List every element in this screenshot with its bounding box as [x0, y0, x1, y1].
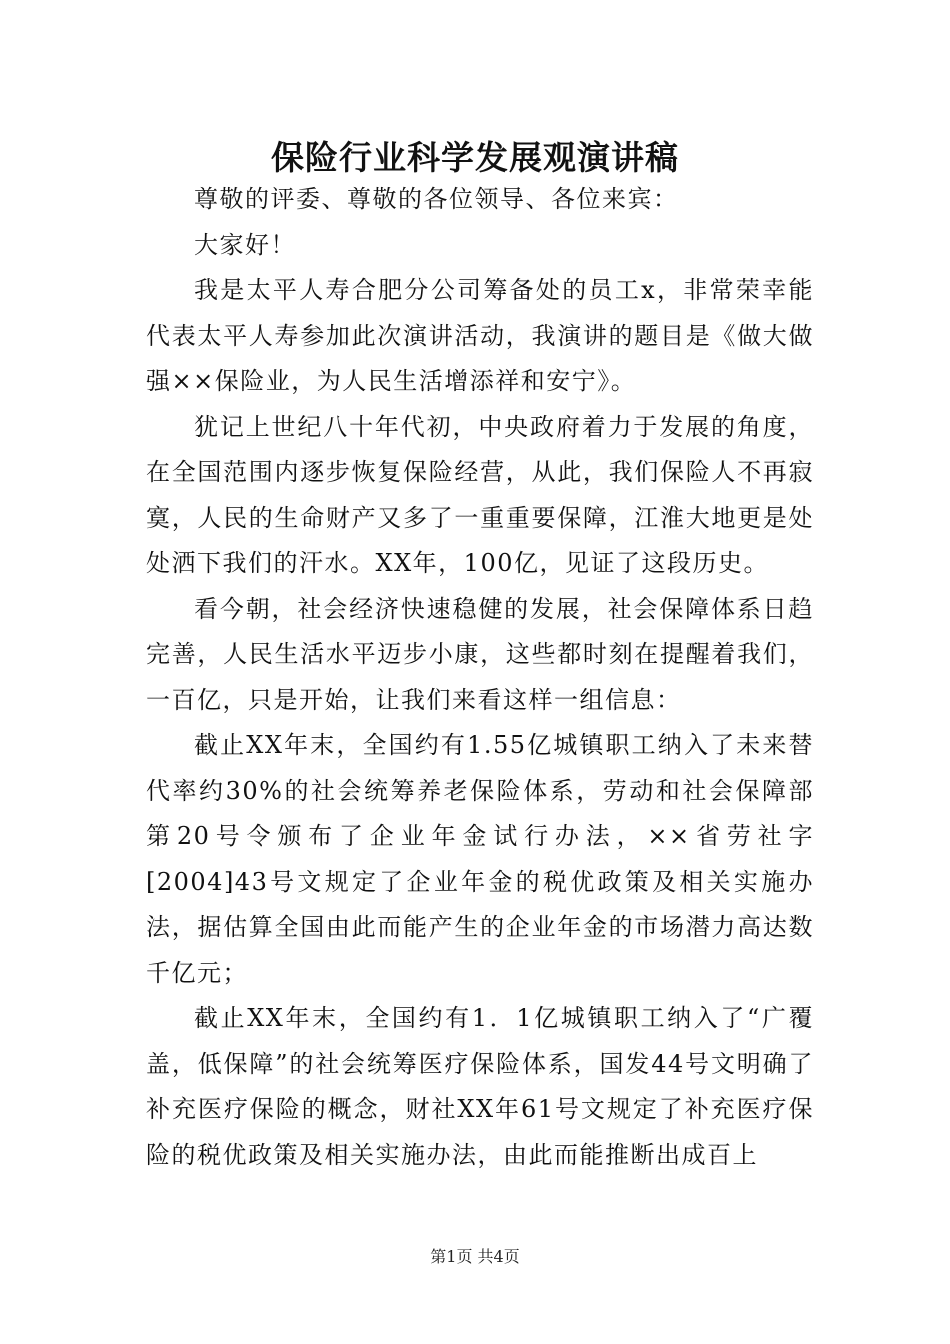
paragraph-greeting: 大家好！: [194, 230, 296, 259]
paragraph-today: 看今朝，社会经济快速稳健的发展，社会保障体系日趋完善，人民生活水平迈步小康，这些都时刻在提醒着我们，一百亿，只是开始，让我们来看这样一组信息：: [146, 594, 814, 714]
paragraph-salutation: 尊敬的评委、尊敬的各位领导、各位来宾：: [194, 185, 679, 213]
paragraph-introduction: 我是太平人寿合肥分公司筹备处的员工x，非常荣幸能代表太平人寿参加此次演讲活动，我演讲的题目是《做大做强××保险业，为人民生活增添祥和安宁》。: [146, 276, 814, 395]
paragraph-history: 犹记上世纪八十年代初，中央政府着力于发展的角度，在全国范围内逐步恢复保险经营，从此，我们保险人不再寂寞，人民的生命财产又多了一重重要保障，江淮大地更是处处洒下我们的汗水。XX年，100亿，见证了这段历史。: [146, 412, 814, 577]
paragraph-pension-info: 截止XX年末，全国约有1.55亿城镇职工纳入了未来替代率约30%的社会统筹养老保险体系，劳动和社会保障部第20号令颁布了企业年金试行办法，××省劳社字[2004]43号文规定了企业年金的税优政策及相关实施办法，据估算全国由此而能产生的企业年金的市场潜力高达数千亿元；: [146, 731, 814, 987]
document-title: 保险行业科学发展观演讲稿: [271, 138, 679, 177]
paragraph-medical-info: 截止XX年末，全国约有1．1亿城镇职工纳入了“广覆盖，低保障”的社会统筹医疗保险体系，国发44号文明确了补充医疗保险的概念，财社XX年61号文规定了补充医疗保险的税优政策及相关实施办法，由此而能推断出成百上: [146, 1004, 814, 1169]
document-body: [146, 177, 814, 1178]
page-number-footer: 第1页 共4页: [430, 1247, 520, 1266]
